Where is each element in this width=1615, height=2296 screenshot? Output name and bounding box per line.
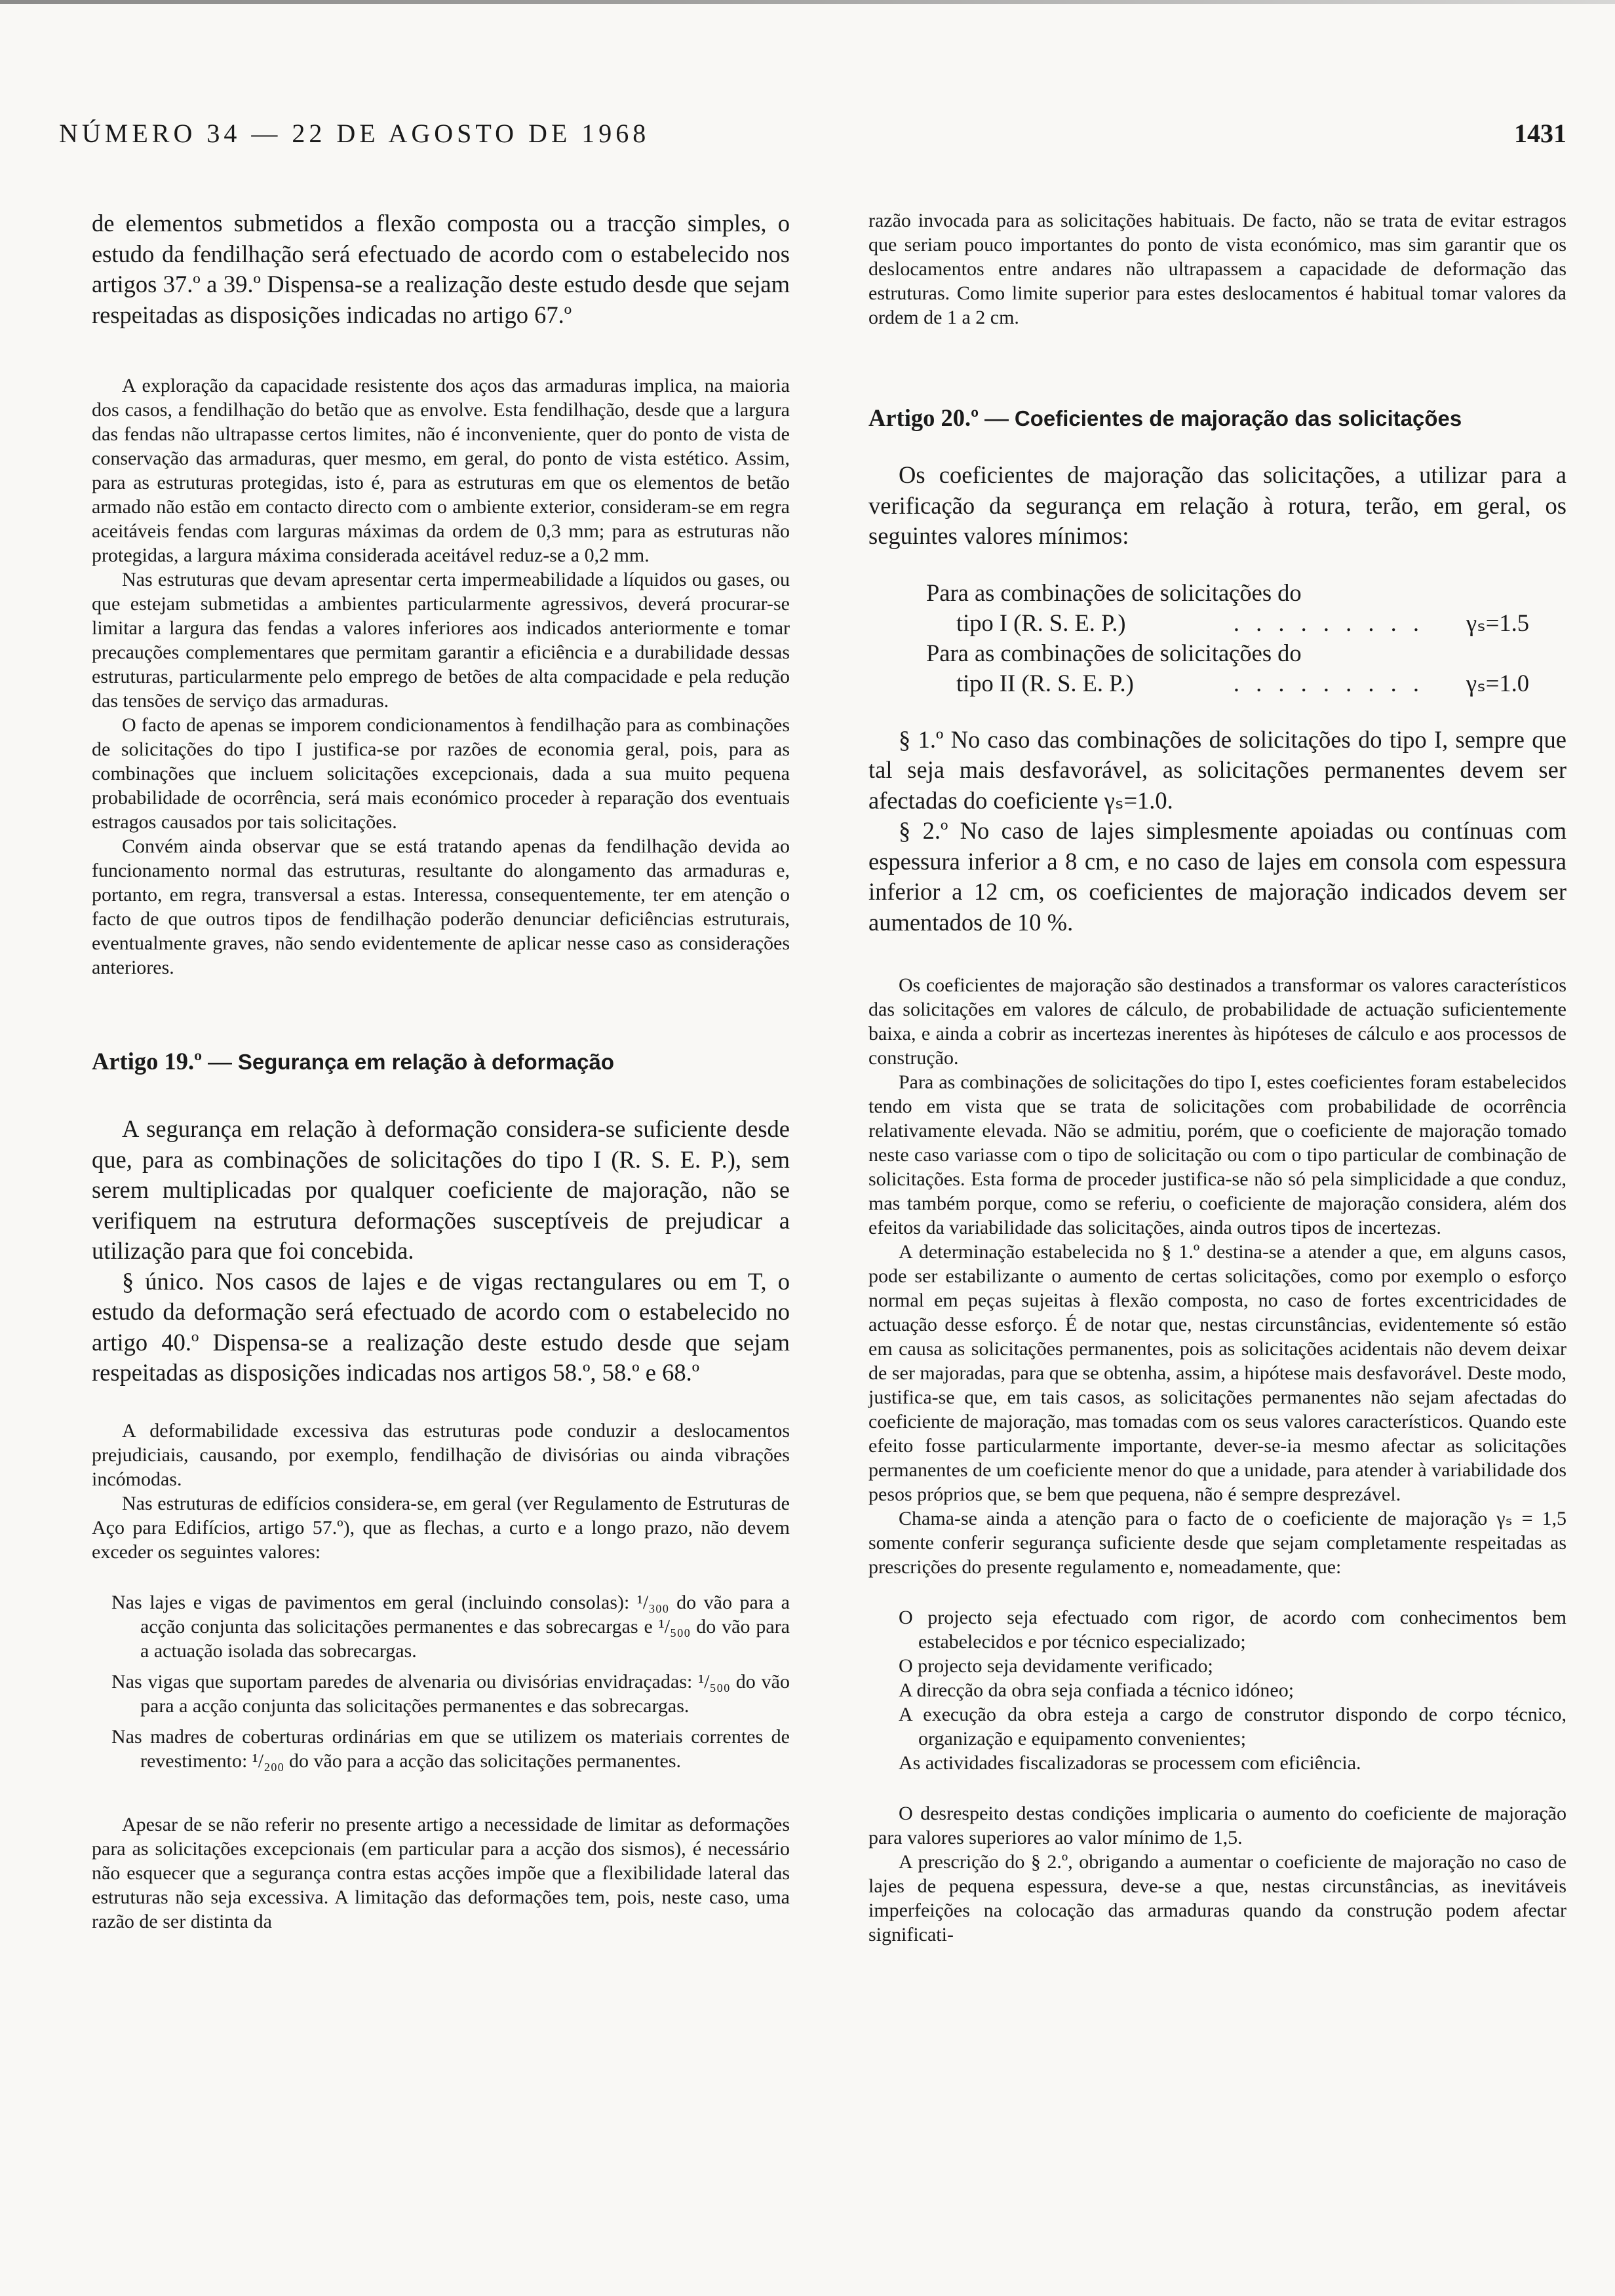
commentary-paragraph: A deformabilidade excessiva das estruturas pode conduzir a deslocamentos prejudiciais, causando, por exemplo, fendilhação de divisórias ou ainda vibrações incómodas. [92, 1419, 790, 1490]
commentary-paragraph: A determinação estabelecida no § 1.º destina-se a atender a que, em alguns casos, pode ser estabilizante o aumento de certas solicitações, como por exemplo o esforço normal em peças sujeitas à flexão composta, no caso de fortes excentricidades de actuação desse esforço. É de notar que, nestas circunstâncias, evidentemente só estão em causa as solicitações permanentes, pois as solicitações acidentais não devem deixar de ser majoradas, para que se obtenha, assim, a hipótese mais desfavorável. Deste modo, justifica-se que, em tais casos, as solicitações permanentes não sejam afectadas do coeficiente de majoração, mas tomadas com os seus valores característicos. Quando este efeito fosse particularmente importante, dever-se-ia mesmo afectar as solicitações permanentes de um coeficiente menor do que a unidade, para atender à variabilidade dos pesos próprios que, se bem que pequena, não é sempre desprezável. [868, 1241, 1566, 1505]
coefficient-label: Para as combinações de solicitações do [926, 639, 1302, 666]
commentary-block [92, 1419, 790, 1564]
list-item: O projecto seja devidamente verificado; [899, 1655, 1213, 1677]
commentary-paragraph: A prescrição do § 2.º, obrigando a aumentar o coeficiente de majoração no caso de lajes de pequena espessura, deve-se a que, nestas circunstâncias, as inevitáveis imperfeições na colocação das armaduras quando da construção podem afectar significati- [868, 1851, 1566, 1945]
leader-dots: . . . . . . . . . [1233, 609, 1424, 636]
paragraph: § 2.º No caso de lajes simplesmente apoiadas ou contínuas com espessura inferior a 8 cm, e no caso de lajes em consola com espessura inferior a 12 cm, os coeficientes de majoração indicados devem ser aumentados de 10 %. [868, 817, 1566, 936]
coefficient-label: Para as combinações de solicitações do [926, 579, 1302, 606]
article-20-heading [868, 403, 1566, 434]
coefficient-row [926, 608, 1529, 638]
commentary-block [868, 1801, 1566, 1947]
paragraph: § 1.º No caso das combinações de solicitações do tipo I, sempre que tal seja mais desfavorável, as solicitações permanentes devem ser afectadas do coeficiente γₛ=1.0. [868, 725, 1566, 814]
coefficient-type: tipo I (R. S. E. P.) [956, 609, 1126, 636]
commentary-paragraph: Nas estruturas de edifícios considera-se, em geral (ver Regulamento de Estruturas de Aço para Edifícios, artigo 57.º), que as flechas, a curto e a longo prazo, não devem exceder os seguintes valores: [92, 1492, 790, 1563]
article-number: Artigo 20.º — [868, 404, 1009, 431]
commentary-paragraph: Para as combinações de solicitações do tipo I, estes coeficientes foram estabelecidos tendo em vista que se trata de solicitações com probabilidade de ocorrência relativamente elevada. Não se admitiu, porém, que o coeficiente de majoração tomado neste caso variasse com o tipo de solicitação ou com o tipo particular de combinação de solicitações. Esta forma de proceder justifica-se não só pela simplicidade a que conduz, mas também porque, como se referiu, o coeficiente de majoração considera, além dos efeitos da variabilidade das solicitações, ainda outros tipos de incertezas. [868, 1071, 1566, 1238]
commentary-block [868, 973, 1566, 1579]
paragraph: Os coeficientes de majoração das solicitações, a utilizar para a verificação da segurança em relação à rotura, terão, em geral, os seguintes valores mínimos: [868, 461, 1566, 549]
commentary-paragraph: O desrespeito destas condições implicaria o aumento do coeficiente de majoração para valores superiores ao valor mínimo de 1,5. [868, 1803, 1566, 1848]
article-19-heading [92, 1046, 790, 1077]
commentary-paragraph: A exploração da capacidade resistente dos aços das armaduras implica, na maioria dos casos, a fendilhação do betão que as envolve. Esta fendilhação, desde que a largura das fendas não ultrapasse certos limites, não é inconveniente, quer do ponto de vista de conservação das armaduras, quer mesmo, em geral, do ponto de vista estético. Assim, para as estruturas protegidas, isto é, para as estruturas em que os elementos de betão armado não estão em contacto directo com o ambiente exterior, consideram-se em regra aceitáveis fendas com larguras máximas da ordem de 0,3 mm; para as estruturas não protegidas, a largura máxima considerada aceitável reduz-se a 0,2 mm. [92, 375, 790, 566]
commentary-block [92, 373, 790, 980]
coefficient-row-label [926, 638, 1529, 668]
article-19-body [92, 1114, 790, 1388]
coefficient-type: tipo II (R. S. E. P.) [956, 669, 1134, 697]
commentary-paragraph: razão invocada para as solicitações habituais. De facto, não se trata de evitar estragos que seriam pouco importantes do ponto de vista económico, mas sim garantir que os deslocamentos entre andares não ultrapassem a capacidade de deformação das estruturas. Como limite superior para estes deslocamentos é habitual tomar valores da ordem de 1 a 2 cm. [868, 210, 1566, 328]
commentary-paragraph: O facto de apenas se imporem condicionamentos à fendilhação para as combinações de solicitações do tipo I justifica-se por razões de economia geral, pois, para as combinações que incluem solicitações excepcionais, dada a sua muito pequena probabilidade de ocorrência, será mais económico proceder à reparação dos eventuais estragos causados por tais solicitações. [92, 714, 790, 833]
conditions-list [889, 1605, 1566, 1775]
list-item: A execução da obra esteja a cargo de construtor dispondo de corpo técnico, organização e equipamento convenientes; [899, 1704, 1566, 1750]
commentary-paragraph: Os coeficientes de majoração são destinados a transformar os valores característicos das solicitações em valores de cálculo, de probabilidade de actuação suficientemente baixa, e ainda a cobrir as incertezas inerentes às hipóteses de cálculo e aos processos de construção. [868, 974, 1566, 1069]
commentary-paragraph: Convém ainda observar que se está tratando apenas da fendilhação devida ao funcionamento normal das estruturas, resultante do alongamento das armaduras e, portanto, em regra, transversal a estas. Interessa, consequentemente, ter em atenção o facto de que outros tipos de fendilhação poderão denunciar deficiências estruturais, eventualmente graves, não sendo evidentemente de aplicar nesse caso as considerações anteriores. [92, 835, 790, 978]
article-title: Segurança em relação à deformação [237, 1050, 615, 1074]
list-item: O projecto seja efectuado com rigor, de acordo com conhecimentos bem estabelecidos e por técnico especializado; [899, 1607, 1566, 1653]
coefficient-value: γₛ=1.5 [1466, 609, 1529, 636]
coefficient-row [926, 668, 1529, 698]
article-20-paragraphs [868, 725, 1566, 938]
deflection-limits-list [92, 1590, 790, 1773]
article-number: Artigo 19.º — [92, 1048, 232, 1075]
leader-dots: . . . . . . . . . [1233, 669, 1424, 697]
commentary-paragraph: Apesar de se não referir no presente artigo a necessidade de limitar as deformações para as solicitações excepcionais (em particular para a acção dos sismos), é necessário não esquecer que a segurança contra estas acções impõe que a flexibilidade lateral das estruturas não seja excessiva. A limitação das deformações tem, pois, neste caso, uma razão de ser distinta da [92, 1813, 790, 1932]
list-item: As actividades fiscalizadoras se processem com eficiência. [899, 1752, 1361, 1774]
coefficient-table [926, 578, 1529, 698]
right-column [868, 208, 1566, 1947]
top-edge-rule [0, 0, 1615, 4]
paragraph: A segurança em relação à deformação considera-se suficiente desde que, para as combinações de solicitações do tipo I (R. S. E. P.), sem serem multiplicadas por qualquer coeficiente de majoração, não se verifiquem na estrutura deformações susceptíveis de prejudicar a utilização para que foi concebida. [92, 1115, 790, 1264]
article-title: Coeficientes de majoração das solicitações [1014, 406, 1462, 430]
page-header [59, 118, 1566, 157]
commentary-paragraph: Nas estruturas que devam apresentar certa impermeabilidade a líquidos ou gases, ou que estejam submetidas a ambientes particularmente agressivos, deverá procurar-se limitar a largura das fendas a valores inferiores aos indicados anteriormente e tomar precauções complementares que permitam garantir a eficiência e a durabilidade dessas estruturas, particularmente pelo emprego de betões de alta compacidade e pela redução das tensões de serviço das armaduras. [92, 569, 790, 712]
page-number: 1431 [1514, 119, 1566, 148]
issue-title: NÚMERO 34 — 22 DE AGOSTO DE 1968 [59, 119, 650, 148]
list-item: Nas vigas que suportam paredes de alvenaria ou divisórias envidraçadas: ¹/₅₀₀ do vão para a acção conjunta das solicitações permanentes e das sobrecargas. [111, 1670, 790, 1717]
paragraph: § único. Nos casos de lajes e de vigas rectangulares ou em T, o estudo da deformação será efectuado de acordo com o estabelecido no artigo 40.º Dispensa-se a realização deste estudo desde que sejam respeitadas as disposições indicadas nos artigos 58.º, 58.º e 68.º [92, 1267, 790, 1386]
commentary-paragraph: Chama-se ainda a atenção para o facto de o coeficiente de majoração γₛ = 1,5 somente conferir segurança suficiente desde que sejam completamente respeitadas as prescrições do presente regulamento e, nomeadamente, que: [868, 1508, 1566, 1578]
list-item: Nas madres de coberturas ordinárias em que se utilizem os materiais correntes de revestimento: ¹/₂₀₀ do vão para a acção das solicitações permanentes. [111, 1725, 790, 1772]
paragraph: de elementos submetidos a flexão composta ou a tracção simples, o estudo da fendilhação será efectuado de acordo com o estabelecido nos artigos 37.º a 39.º Dispensa-se a realização deste estudo desde que sejam respeitadas as disposições indicadas no artigo 67.º [92, 210, 790, 328]
list-item: Nas lajes e vigas de pavimentos em geral (incluindo consolas): ¹/₃₀₀ do vão para a acção conjunta das solicitações permanentes e das sobrecargas e ¹/₅₀₀ do vão para a actuação isolada das sobrecargas. [111, 1591, 790, 1662]
coefficient-value: γₛ=1.0 [1466, 669, 1529, 697]
list-item: A direcção da obra seja confiada a técnico idóneo; [899, 1679, 1294, 1701]
left-column [92, 208, 790, 1934]
coefficient-row-label [926, 578, 1529, 608]
